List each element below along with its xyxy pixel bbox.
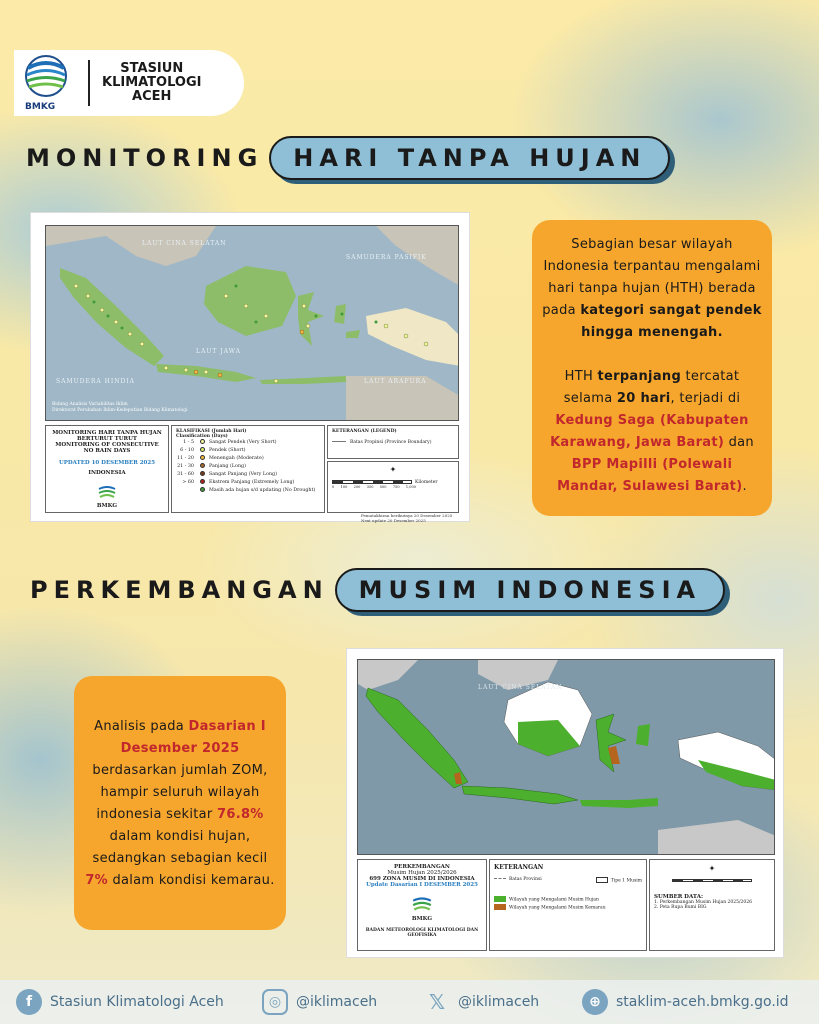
classification-row	[176, 439, 320, 447]
brand-header	[14, 50, 244, 116]
map2-logo-label: BMKG	[411, 916, 433, 922]
classification-title: KLASIFIKASI (Jumlah Hari)	[176, 429, 247, 434]
card2-text-c: berdasarkan jumlah ZOM, hampir seluruh wilayah indonesia sekitar	[92, 763, 268, 822]
station-line-3: ACEH	[132, 89, 172, 104]
sea-label-arafura: LAUT ARAFURA	[364, 378, 427, 385]
footer-facebook[interactable]	[16, 989, 224, 1015]
class-label: Menengah (Moderate)	[209, 456, 264, 461]
map1-scale-box	[327, 461, 459, 513]
sumber-2: 2. Peta Rupa Bumi BIG	[654, 905, 707, 910]
map2-hujan-label: Wilayah yang Mengalami Musim Hujan	[509, 897, 599, 902]
hth-summary-card	[532, 220, 772, 516]
brand-divider	[88, 60, 90, 106]
class-label: Ekstrem Panjang (Extremely Long)	[209, 480, 295, 485]
class-range: 1 - 5	[183, 440, 194, 445]
map2-sumber-box	[649, 859, 775, 951]
map2-bmkg-logo	[362, 896, 482, 922]
class-dot-icon	[200, 447, 205, 452]
map2-title-2: Musim Hujan 2025/2026	[387, 870, 457, 876]
card1-period: .	[742, 479, 747, 494]
hth-map	[45, 225, 459, 421]
title-pill-2: MUSIM INDONESIA	[335, 568, 725, 612]
card2-dasarian: Dasarian I Desember 2025	[120, 719, 266, 756]
map2-update: Update Dasarian I DESEMBER 2025	[366, 882, 478, 888]
section-title-perkembangan	[30, 568, 725, 612]
class-dot-icon	[200, 479, 205, 484]
station-name	[102, 62, 201, 104]
map2-tipe-label: Tipe 1 Musim	[610, 878, 642, 884]
compass-icon: ✦	[389, 465, 397, 474]
card1-paragraph-2	[542, 366, 762, 498]
station-line-1: STASIUN	[120, 61, 184, 76]
map1-title-3: MONITORING OF CONSECUTIVE NO RAIN DAYS	[55, 442, 159, 454]
scale-ticks	[332, 485, 416, 489]
card1-text-b: kategori sangat pendek hingga menengah.	[580, 303, 762, 340]
footnote-1: Pemutakhiran berikutnya 20 Desember 2025	[361, 513, 453, 518]
scale-tick: 1,000	[405, 485, 416, 489]
footer-x[interactable]	[424, 989, 539, 1015]
footer-web[interactable]	[582, 989, 789, 1015]
scale-tick: 500	[379, 485, 387, 489]
sea-label-jawa: LAUT JAWA	[196, 348, 241, 355]
map2-keterangan	[489, 859, 647, 951]
map2-kemarau-row	[494, 904, 642, 911]
map1-title-2: BERTURUT TURUT	[77, 436, 137, 442]
card1-tercatat: tercatat selama	[563, 369, 740, 406]
title-plain: MONITORING	[26, 144, 264, 172]
musim-map	[357, 659, 775, 855]
class-dot-icon	[200, 463, 205, 468]
keterangan-batas	[332, 440, 454, 445]
bmkg-logo-label: BMKG	[25, 102, 56, 112]
class-label: Sangat Pendek (Very Short)	[209, 440, 277, 445]
class-label: Panjang (Long)	[209, 464, 246, 469]
map2-batas-row	[494, 877, 642, 884]
map1-classification-legend	[171, 425, 325, 513]
classification-row	[176, 487, 320, 495]
class-range: > 60	[182, 480, 194, 485]
map2-title-box	[357, 859, 487, 951]
card1-dan: dan	[728, 435, 754, 450]
musim-map-card	[346, 648, 784, 958]
musim-summary-card	[74, 676, 286, 930]
section-title-monitoring	[26, 136, 670, 180]
station-line-2: KLIMATOLOGI	[102, 75, 202, 90]
x-label: @iklimaceh	[458, 994, 540, 1010]
class-label: Sangat Panjang (Very Long)	[209, 472, 277, 477]
map2-batas	[494, 877, 542, 884]
card1-paragraph-1	[542, 234, 762, 344]
map1-region: INDONESIA	[88, 470, 126, 476]
card1-kedung-saga: Kedung Saga (Kabupaten Karawang, Jawa Barat)	[550, 413, 749, 450]
class-range: 6 - 10	[180, 448, 194, 453]
card1-hth: HTH	[564, 369, 594, 384]
globe-icon: ⊕	[582, 989, 608, 1015]
classification-subtitle: Classification (Days)	[176, 434, 228, 439]
card2-text-g: dalam kondisi kemarau.	[112, 873, 275, 888]
map2-compass-icon: ✦	[708, 864, 716, 873]
title-plain-2: PERKEMBANGAN	[30, 576, 329, 604]
sumber-title: SUMBER DATA:	[654, 894, 704, 900]
instagram-icon: ◎	[262, 989, 288, 1015]
map1-title-box	[45, 425, 169, 513]
card1-terjadi: , terjadi di	[670, 391, 741, 406]
bmkg-logo	[22, 54, 74, 112]
map2-title-3: 699 ZONA MUSIM DI INDONESIA	[369, 876, 475, 882]
card2-percent-hujan: 76.8%	[217, 807, 264, 822]
map1-logo-label: BMKG	[96, 503, 118, 509]
class-label: Pendek (Short)	[209, 448, 246, 453]
class-range: 11 - 20	[177, 456, 194, 461]
web-label: staklim-aceh.bmkg.go.id	[616, 994, 789, 1010]
classification-row	[176, 471, 320, 479]
scale-tick: 100	[340, 485, 348, 489]
map2-scale-bar	[672, 879, 752, 882]
map1-keterangan	[327, 425, 459, 459]
facebook-icon: f	[16, 989, 42, 1015]
map2-keterangan-title: KETERANGAN	[494, 864, 544, 871]
scale-unit: Kilometer	[415, 480, 438, 485]
batas-label: Batas Propinsi (Province Boundary)	[350, 440, 432, 445]
card2-text-e: dalam kondisi hujan, sedangkan sebagian kecil	[92, 829, 268, 866]
classification-row	[176, 479, 320, 487]
class-dot-icon	[200, 439, 205, 444]
footnote-2: Next update 20 Desember 2025	[361, 518, 426, 523]
sea-label-hindia: SAMUDERA HINDIA	[56, 378, 135, 385]
classification-list	[176, 439, 320, 495]
map2-batas-label: Batas Provinsi	[509, 877, 542, 882]
card1-text-a: Sebagian besar wilayah Indonesia terpantau mengalami hari tanpa hujan (HTH) berada pada	[542, 237, 761, 318]
card1-terpanjang: terpanjang	[597, 369, 682, 384]
card1-20-hari: 20 hari	[616, 391, 671, 406]
credit-line-2: Direktorat Perubahan Iklim-Kedeputian Bidang Klimatologi	[52, 408, 188, 413]
map1-bmkg-logo	[50, 484, 164, 509]
map1-footnote	[361, 513, 452, 523]
class-dot-icon	[200, 487, 205, 492]
hth-map-card	[30, 212, 470, 522]
map2-hujan-row	[494, 896, 642, 903]
class-label: Masih ada hujan s/d updating (No Drought)	[209, 488, 316, 493]
scale-tick: 350	[366, 485, 374, 489]
map1-updated: UPDATED 10 DESEMBER 2025	[58, 460, 156, 466]
credit-line-1: Bidang Analisis Variabilitas Iklim	[52, 402, 128, 407]
class-range: 31 - 60	[177, 472, 194, 477]
card2-percent-kemarau: 7%	[85, 873, 108, 888]
card2-text-a: Analisis pada	[94, 719, 185, 734]
map1-credit	[52, 402, 188, 414]
sumber-1: 1. Perkembangan Musim Hujan 2025/2026	[654, 900, 752, 905]
sea-label-cina: LAUT CINA SELATAN	[142, 240, 227, 247]
map2-tipe	[596, 877, 642, 884]
class-dot-icon	[200, 471, 205, 476]
classification-row	[176, 447, 320, 455]
title-pill: HARI TANPA HUJAN	[269, 136, 670, 180]
x-icon: 𝕏	[428, 990, 446, 1014]
scale-tick: 750	[392, 485, 400, 489]
instagram-label: @iklimaceh	[296, 994, 378, 1010]
classification-row	[176, 463, 320, 471]
scale-tick: 200	[353, 485, 361, 489]
keterangan-title: KETERANGAN (LEGEND)	[332, 429, 397, 434]
facebook-label: Stasiun Klimatologi Aceh	[50, 994, 224, 1010]
map2-sea-label: LAUT CINA SELATAN	[478, 684, 563, 691]
sea-label-pasifik: SAMUDERA PASIFIK	[346, 254, 427, 261]
class-range: 21 - 30	[177, 464, 194, 469]
map2-title-1: PERKEMBANGAN	[394, 864, 450, 870]
scale-tick: 0	[332, 485, 335, 489]
map2-kemarau-label: Wilayah yang Mengalami Musim Kemarau	[509, 905, 606, 911]
class-dot-icon	[200, 455, 205, 460]
classification-row	[176, 455, 320, 463]
footer-bar	[0, 980, 819, 1024]
footer-instagram[interactable]	[262, 989, 377, 1015]
map2-agency: BADAN METEOROLOGI KLIMATOLOGI DAN GEOFISIKA	[365, 928, 479, 938]
map1-title-1: MONITORING HARI TANPA HUJAN	[52, 430, 162, 436]
card1-bpp-mapilli: BPP Mapilli (Polewali Mandar, Sulawesi Barat)	[557, 457, 743, 494]
